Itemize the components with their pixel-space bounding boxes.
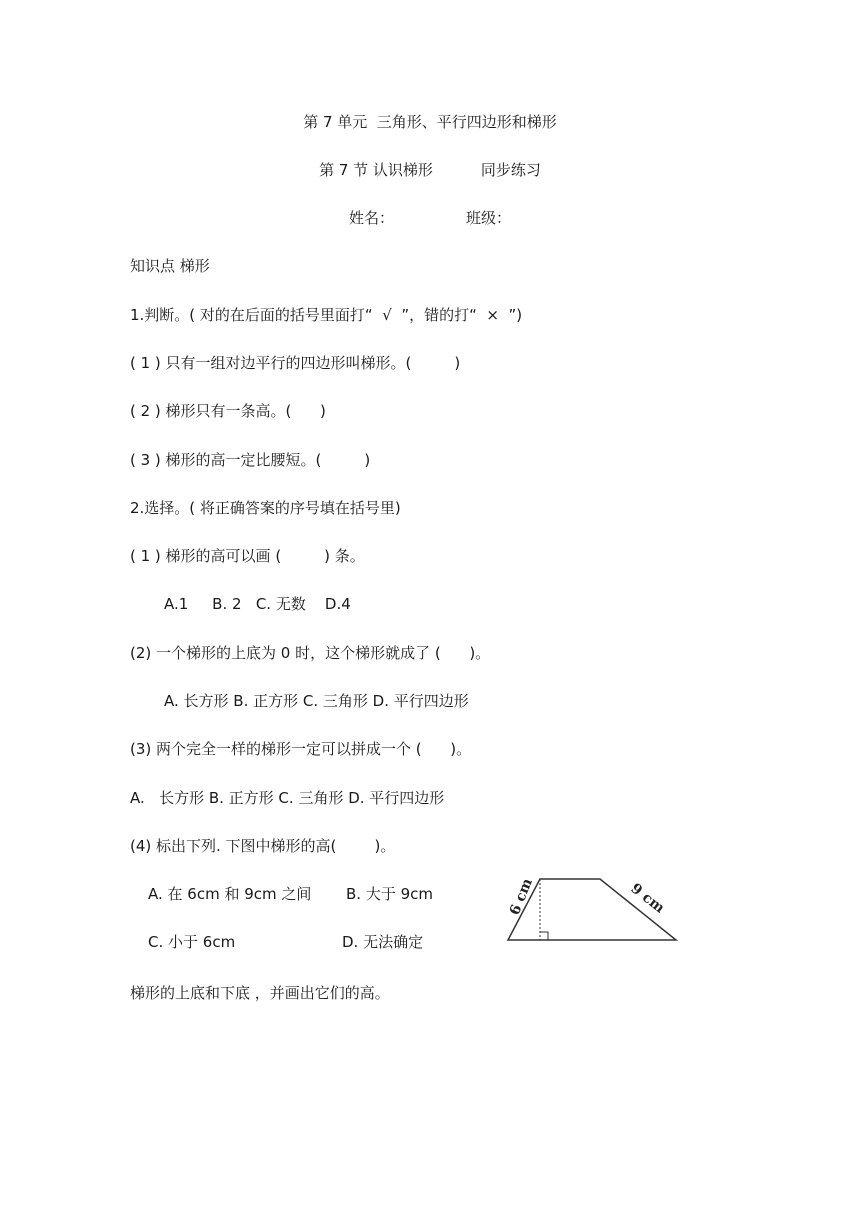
student-info xyxy=(0,208,860,228)
q1-item-2: ( 2 ) 梯形只有一条高。( ) xyxy=(130,402,326,420)
practice-label: 同步练习 xyxy=(480,161,541,179)
page-title: 第 7 单元 三角形、平行四边形和梯形 xyxy=(303,113,557,131)
left-side-label: 6 cm xyxy=(506,876,536,918)
q2-sub4-question: (4) 标出下列. 下图中梯形的高( )。 xyxy=(130,837,396,855)
right-side-label: 9 cm xyxy=(627,880,668,917)
right-angle-marker xyxy=(540,932,548,940)
q2-sub2-options: A. 长方形 B. 正方形 C. 三角形 D. 平行四边形 xyxy=(164,692,469,710)
q2-prompt: 2.选择。( 将正确答案的序号填在括号里) xyxy=(130,499,401,517)
trapezoid-figure xyxy=(498,866,684,952)
q2-sub4-option-d: D. 无法确定 xyxy=(342,933,424,951)
knowledge-point-heading: 知识点 梯形 xyxy=(130,257,210,275)
q2-sub4-option-b: B. 大于 9cm xyxy=(346,885,433,903)
q2-sub3-options: A. 长方形 B. 正方形 C. 三角形 D. 平行四边形 xyxy=(130,789,445,807)
q1-prompt: 1.判断。( 对的在后面的括号里面打“ √ ”，错的打“ × ”) xyxy=(130,306,523,324)
class-label: 班级： xyxy=(466,209,512,227)
q2-sub4-option-a: A. 在 6cm 和 9cm 之间 xyxy=(148,885,312,903)
section-label: 第 7 节 认识梯形 xyxy=(319,161,433,179)
q2-sub1-options: A.1 B. 2 C. 无数 D.4 xyxy=(164,595,351,613)
name-label: 姓名： xyxy=(348,209,394,227)
q2-sub4-option-c: C. 小于 6cm xyxy=(148,933,236,951)
q2-sub3-question: (3) 两个完全一样的梯形一定可以拼成一个 ( )。 xyxy=(130,740,472,758)
q1-item-1: ( 1 ) 只有一组对边平行的四边形叫梯形。( ) xyxy=(130,354,461,372)
q2-sub1-question: ( 1 ) 梯形的高可以画 ( ) 条。 xyxy=(130,547,365,565)
trailing-text: 梯形的上底和下底 ，并画出它们的高。 xyxy=(130,984,390,1002)
page-subtitle xyxy=(0,160,860,180)
q2-sub2-question: (2) 一个梯形的上底为 0 时，这个梯形就成了 ( )。 xyxy=(130,644,491,662)
q1-item-3: ( 3 ) 梯形的高一定比腰短。( ) xyxy=(130,451,371,469)
